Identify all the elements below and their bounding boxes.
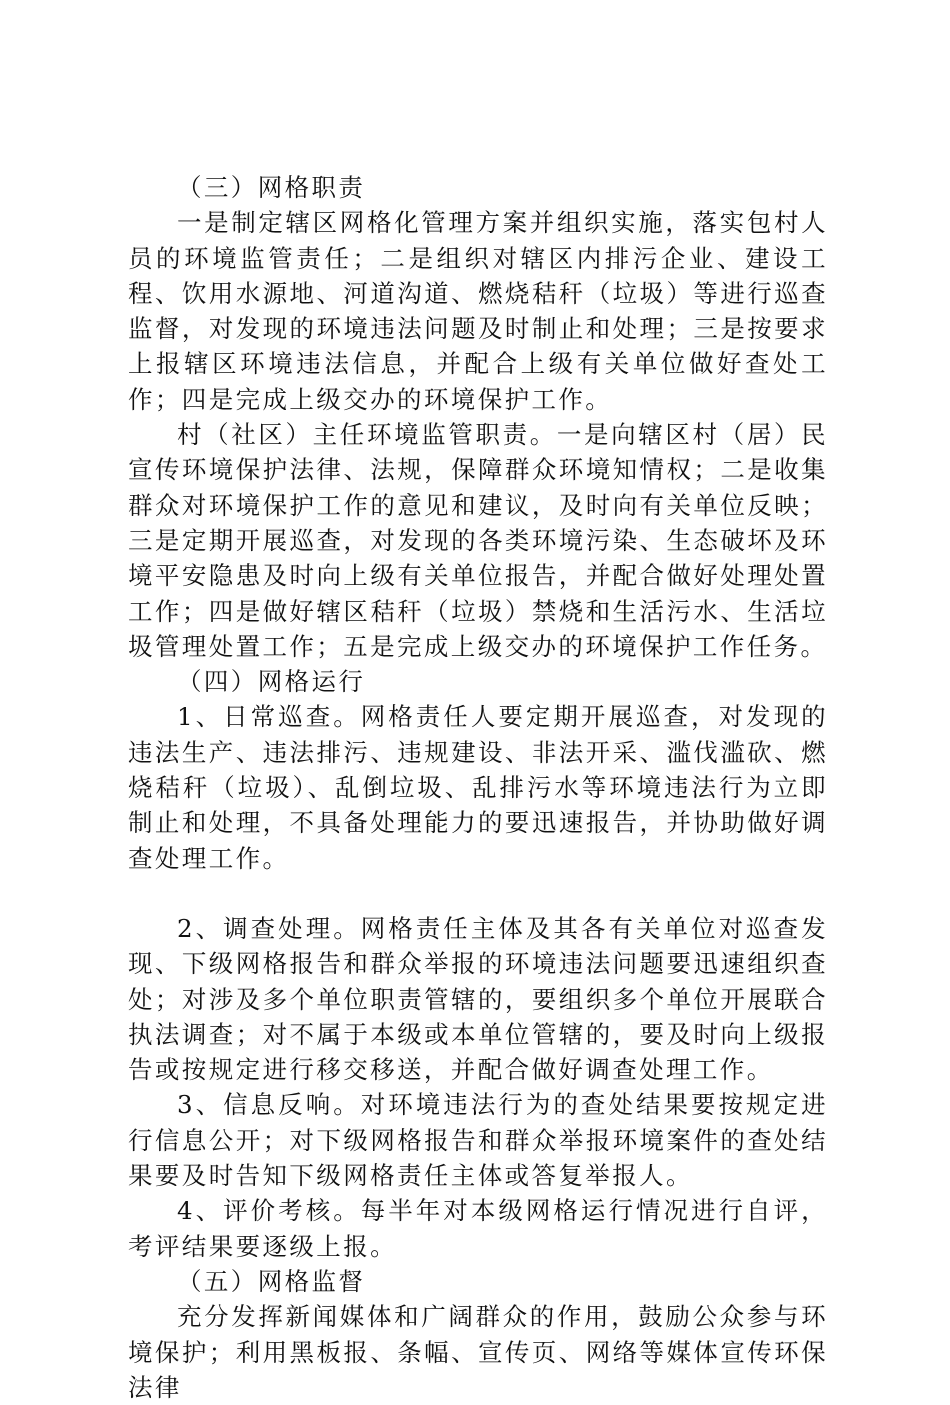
paragraph-investigation: 2、调查处理。网格责任主体及其各有关单位对巡查发现、下级网格报告和群众举报的环境违法问题要迅速组织查处；对涉及多个单位职责管辖的，要组织多个单位开展联合执法调查；对不属于本级或本单位管辖的，要及时向上级报告或按规定进行移交移送，并配合做好调查处理工作。 xyxy=(128,913,828,1085)
paragraph-public-participation: 充分发挥新闻媒体和广阔群众的作用，鼓励公众参与环境保护；利用黑板报、条幅、宣传页、网络等媒体宣传环保法律 xyxy=(128,1302,828,1402)
paragraph-grid-duties: 一是制定辖区网格化管理方案并组织实施，落实包村人员的环境监管责任；二是组织对辖区内排污企业、建设工程、饮用水源地、河道沟道、燃烧秸秆（垃圾）等进行巡查监督，对发现的环境违法问题及时制止和处理；三是按要求上报辖区环境违法信息，并配合上级有关单位做好查处工作；四是完成上级交办的环境保护工作。 xyxy=(128,208,828,414)
paragraph-evaluation: 4、评价考核。每半年对本级网格运行情况进行自评，考评结果要逐级上报。 xyxy=(128,1196,828,1261)
section-heading-grid-duties: （三）网格职责 xyxy=(177,173,366,202)
paragraph-information-feedback: 3、信息反响。对环境违法行为的查处结果要按规定进行信息公开；对下级网格报告和群众举报环境案件的查处结果要及时告知下级网格责任主体或答复举报人。 xyxy=(128,1090,828,1191)
document-body xyxy=(128,170,828,1405)
section-heading-grid-supervision: （五）网格监督 xyxy=(177,1266,366,1296)
paragraph-village-director-duties: 村（社区）主任环境监管职责。一是向辖区村（居）民宣传环境保护法律、法规，保障群众环境知情权；二是收集群众对环境保护工作的意见和建议，及时向有关单位反映；三是定期开展巡查，对发现的各类环境污染、生态破坏及环境平安隐患及时向上级有关单位报告，并配合做好处理处置工作；四是做好辖区秸秆（垃圾）禁烧和生活污水、生活垃圾管理处置工作；五是完成上级交办的环境保护工作任务。 xyxy=(128,420,828,661)
section-heading-grid-operation: （四）网格运行 xyxy=(177,667,366,697)
paragraph-daily-inspection: 1、日常巡查。网格责任人要定期开展巡查，对发现的违法生产、违法排污、违规建设、非法开采、滥伐滥砍、燃烧秸秆（垃圾）、乱倒垃圾、乱排污水等环境违法行为立即制止和处理，不具备处理能力的要迅速报告，并协助做好调查处理工作。 xyxy=(128,702,828,873)
